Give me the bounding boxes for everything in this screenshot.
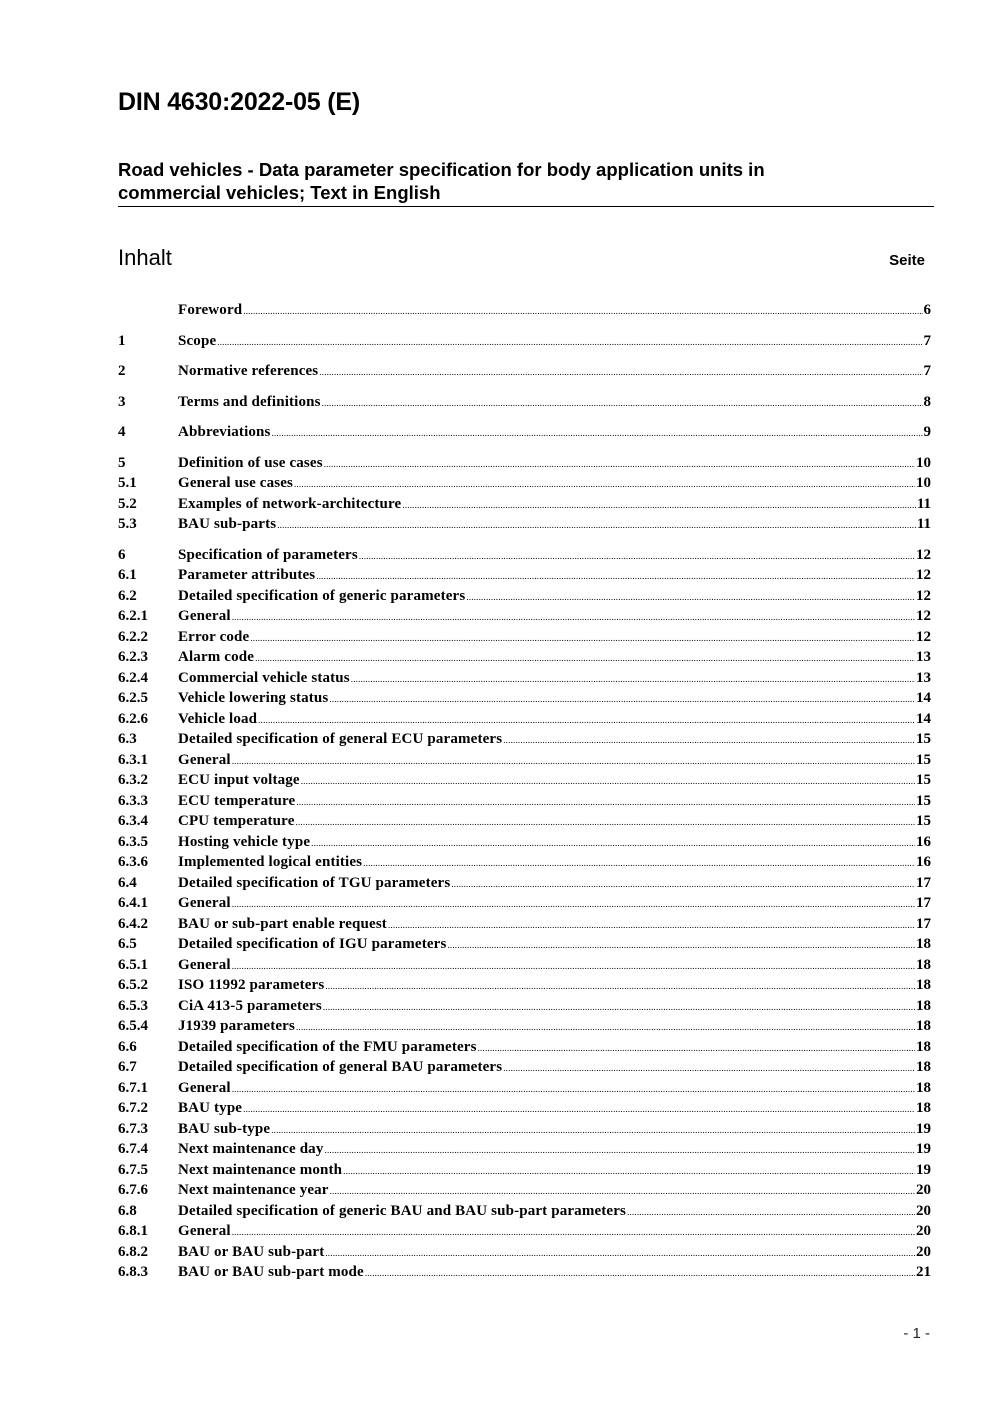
toc-entry-number: 6.5 — [118, 936, 137, 952]
toc-dot-leader — [351, 669, 915, 690]
toc-dot-leader — [232, 894, 915, 915]
toc-entry-page: 18 — [916, 956, 931, 973]
toc-entry-number: 6.6 — [118, 1038, 137, 1055]
toc-page-column-heading: Seite — [889, 252, 925, 269]
toc-dot-leader — [243, 1099, 915, 1120]
toc-entry-number: 6.3 — [118, 731, 137, 747]
toc-dot-leader — [324, 454, 915, 475]
toc-entry-title: Detailed specification of generic parameters — [178, 587, 466, 604]
toc-entry[interactable] — [118, 1139, 931, 1160]
toc-entry-page: 20 — [916, 1182, 931, 1198]
document-id: DIN 4630:2022-05 (E) — [118, 88, 360, 116]
toc-entry-number: 6.5.4 — [118, 1018, 148, 1034]
toc-entry-number: 6.4.1 — [118, 895, 148, 911]
toc-entry-title: Detailed specification of IGU parameters — [178, 936, 447, 952]
toc-entry-title: ECU temperature — [178, 792, 296, 809]
toc-entry[interactable] — [118, 688, 931, 709]
toc-entry-number: 5 — [118, 454, 126, 471]
toc-entry-number: 6.7.6 — [118, 1182, 148, 1198]
toc-entry-page: 12 — [916, 608, 931, 624]
toc-entry-number: 3 — [118, 393, 126, 410]
page-number: - 1 - — [903, 1325, 930, 1342]
toc-entry[interactable] — [118, 545, 931, 566]
toc-entry[interactable] — [118, 586, 931, 607]
toc-entry-title: Next maintenance month — [178, 1161, 343, 1178]
toc-entry-number: 6.2 — [118, 587, 137, 604]
toc-entry-number: 6.3.4 — [118, 813, 148, 829]
toc-entry[interactable] — [118, 1037, 931, 1058]
toc-entry-page: 19 — [916, 1120, 931, 1137]
toc-entry-title: Next maintenance day — [178, 1141, 324, 1157]
toc-entry[interactable] — [118, 1262, 931, 1283]
toc-entry-number: 6.5.3 — [118, 997, 148, 1014]
toc-entry-number: 6.3.3 — [118, 792, 148, 809]
toc-entry-page: 13 — [916, 669, 931, 686]
toc-dot-leader — [627, 1202, 915, 1223]
toc-entry[interactable] — [118, 709, 931, 730]
toc-entry-title: BAU or BAU sub-part — [178, 1243, 325, 1260]
toc-entry-number: 6.4.2 — [118, 915, 148, 932]
toc-entry-number: 6.8.2 — [118, 1243, 148, 1260]
toc-entry[interactable] — [118, 914, 931, 935]
toc-entry-number: 6.7.4 — [118, 1141, 148, 1157]
toc-entry-title: Implemented logical entities — [178, 854, 363, 870]
toc-entry-title: Abbreviations — [178, 424, 271, 440]
toc-entry[interactable] — [118, 422, 931, 443]
toc-dot-leader — [503, 1058, 915, 1079]
toc-entry[interactable] — [118, 627, 931, 648]
toc-entry[interactable] — [118, 1016, 931, 1037]
toc-entry-page: 11 — [916, 495, 931, 512]
toc-entry-page: 18 — [916, 936, 931, 952]
toc-entry-page: 20 — [916, 1223, 931, 1239]
toc-entry[interactable] — [118, 1119, 931, 1140]
toc-entry-number: 6.7.5 — [118, 1161, 148, 1178]
toc-entry[interactable] — [118, 852, 931, 873]
toc-entry[interactable] — [118, 1242, 931, 1263]
toc-entry[interactable] — [118, 1098, 931, 1119]
document-subtitle-line-2: commercial vehicles; Text in English — [118, 182, 441, 203]
toc-entry-title: BAU type — [178, 1100, 243, 1116]
toc-entry-page: 16 — [916, 833, 931, 850]
toc-entry-title: Terms and definitions — [178, 393, 321, 410]
toc-entry[interactable] — [118, 473, 931, 494]
toc-entry-page: 20 — [916, 1243, 931, 1260]
toc-entry-number: 6 — [118, 546, 126, 563]
toc-dot-leader — [319, 362, 922, 383]
toc-entry-title: Alarm code — [178, 649, 255, 665]
toc-dot-leader — [323, 997, 915, 1018]
toc-entry[interactable] — [118, 514, 931, 535]
toc-dot-leader — [250, 628, 915, 649]
toc-entry[interactable] — [118, 300, 931, 321]
toc-entry-page: 18 — [916, 977, 931, 993]
toc-entry-title: General — [178, 1079, 231, 1096]
toc-entry-page: 11 — [916, 516, 931, 532]
toc-entry-title: General — [178, 608, 231, 624]
toc-entry-page: 7 — [923, 332, 931, 349]
toc-dot-leader — [243, 301, 922, 322]
toc-entry-number: 6.2.6 — [118, 710, 148, 727]
toc-entry-page: 18 — [916, 1079, 931, 1096]
toc-entry-title: General — [178, 751, 231, 768]
toc-dot-leader — [388, 915, 915, 936]
toc-entry-title: Detailed specification of general ECU parameters — [178, 731, 503, 747]
toc-entry-page: 14 — [916, 710, 931, 727]
toc-entry-number: 6.3.2 — [118, 772, 148, 788]
toc-dot-leader — [478, 1038, 915, 1059]
toc-entry-title: Detailed specification of the FMU parameters — [178, 1038, 477, 1055]
toc-entry-number: 6.2.5 — [118, 690, 148, 706]
toc-entry[interactable] — [118, 1201, 931, 1222]
toc-dot-leader — [503, 730, 915, 751]
toc-dot-leader — [255, 648, 915, 669]
toc-heading: Inhalt — [118, 245, 172, 270]
toc-entry-title: General — [178, 956, 231, 973]
toc-dot-leader — [232, 751, 915, 772]
toc-entry-page: 21 — [916, 1264, 931, 1280]
toc-dot-leader — [258, 710, 915, 731]
toc-dot-leader — [363, 853, 915, 874]
toc-entry-title: Examples of network-architecture — [178, 495, 402, 512]
toc-entry-page: 9 — [923, 424, 931, 440]
toc-dot-leader — [301, 771, 915, 792]
toc-entry[interactable] — [118, 647, 931, 668]
toc-entry-number: 6.3.6 — [118, 854, 148, 870]
toc-entry-title: Detailed specification of generic BAU and BAU sub-part parameters — [178, 1202, 627, 1219]
toc-dot-leader — [232, 607, 915, 628]
toc-entry[interactable] — [118, 606, 931, 627]
toc-entry-number: 4 — [118, 424, 126, 440]
toc-entry[interactable] — [118, 975, 931, 996]
toc-entry-page: 15 — [916, 751, 931, 768]
toc-entry-page: 6 — [923, 302, 931, 318]
toc-dot-leader — [329, 689, 915, 710]
toc-entry-title: General use cases — [178, 475, 294, 491]
toc-entry[interactable] — [118, 934, 931, 955]
toc-dot-leader — [296, 812, 915, 833]
toc-entry-number: 6.8 — [118, 1202, 137, 1219]
toc-entry-number: 6.8.1 — [118, 1223, 148, 1239]
toc-entry[interactable] — [118, 811, 931, 832]
document-subtitle-line-1: Road vehicles - Data parameter specification for body application units in — [118, 159, 765, 180]
toc-entry[interactable] — [118, 494, 931, 515]
toc-entry-title: BAU sub-parts — [178, 516, 277, 532]
toc-entry[interactable] — [118, 331, 931, 352]
toc-entry-number: 6.3.5 — [118, 833, 148, 850]
toc-entry-title: General — [178, 1223, 231, 1239]
toc-entry-number: 5.3 — [118, 516, 137, 532]
toc-entry-number: 6.7.1 — [118, 1079, 148, 1096]
toc-dot-leader — [294, 474, 915, 495]
toc-entry[interactable] — [118, 873, 931, 894]
toc-entry-number: 6.5.2 — [118, 977, 148, 993]
toc-dot-leader — [330, 1181, 915, 1202]
toc-entry-page: 12 — [916, 587, 931, 604]
toc-entry-page: 19 — [916, 1141, 931, 1157]
toc-entry[interactable] — [118, 729, 931, 750]
toc-dot-leader — [296, 1017, 915, 1038]
toc-entry-title: Hosting vehicle type — [178, 833, 311, 850]
toc-entry[interactable] — [118, 392, 931, 413]
toc-entry-number: 6.2.4 — [118, 669, 148, 686]
toc-entry-number: 6.2.3 — [118, 649, 148, 665]
toc-entry-number: 6.2.2 — [118, 628, 148, 645]
toc-entry[interactable] — [118, 361, 931, 382]
toc-entry-page: 12 — [916, 567, 931, 583]
toc-entry[interactable] — [118, 1180, 931, 1201]
toc-entry-page: 7 — [923, 363, 931, 379]
toc-entry-page: 18 — [916, 997, 931, 1014]
toc-entry[interactable] — [118, 996, 931, 1017]
toc-entry[interactable] — [118, 750, 931, 771]
toc-dot-leader — [271, 1120, 915, 1141]
toc-entry[interactable] — [118, 893, 931, 914]
toc-entry-number: 5.2 — [118, 495, 137, 512]
toc-dot-leader — [311, 833, 915, 854]
toc-entry-page: 15 — [916, 772, 931, 788]
toc-dot-leader — [232, 1079, 915, 1100]
toc-entry-title: CiA 413-5 parameters — [178, 997, 322, 1014]
toc-entry-page: 8 — [923, 393, 931, 410]
toc-entry-title: Detailed specification of TGU parameters — [178, 874, 451, 891]
toc-dot-leader — [359, 546, 915, 567]
toc-entry-title: BAU or sub-part enable request — [178, 915, 387, 932]
toc-entry-number: 6.8.3 — [118, 1264, 148, 1280]
toc-entry-page: 15 — [916, 731, 931, 747]
toc-entry-title: CPU temperature — [178, 813, 295, 829]
toc-dot-leader — [343, 1161, 915, 1182]
toc-dot-leader — [325, 1243, 915, 1264]
toc-dot-leader — [402, 495, 915, 516]
toc-entry-title: Scope — [178, 332, 217, 349]
toc-entry-page: 15 — [916, 813, 931, 829]
toc-dot-leader — [296, 792, 915, 813]
toc-entry-title: Vehicle lowering status — [178, 690, 329, 706]
toc-dot-leader — [447, 935, 915, 956]
toc-entry-number: 6.1 — [118, 567, 137, 583]
toc-entry-page: 20 — [916, 1202, 931, 1219]
toc-entry-title: BAU sub-type — [178, 1120, 271, 1137]
toc-entry-number: 5.1 — [118, 475, 137, 491]
toc-entry-page: 15 — [916, 792, 931, 809]
toc-entry-page: 18 — [916, 1059, 931, 1075]
toc-entry-number: 6.2.1 — [118, 608, 148, 624]
toc-dot-leader — [451, 874, 915, 895]
toc-dot-leader — [217, 332, 922, 353]
toc-entry-title: ISO 11992 parameters — [178, 977, 325, 993]
toc-entry[interactable] — [118, 955, 931, 976]
toc-entry-number: 6.7.3 — [118, 1120, 148, 1137]
toc-entry-page: 18 — [916, 1018, 931, 1034]
toc-entry-number: 6.7.2 — [118, 1100, 148, 1116]
toc-entry-title: Normative references — [178, 363, 319, 379]
toc-entry-title: Vehicle load — [178, 710, 258, 727]
toc-dot-leader — [322, 393, 923, 414]
toc-dot-leader — [325, 976, 915, 997]
toc-entry-title: Commercial vehicle status — [178, 669, 350, 686]
toc-entry-page: 10 — [916, 454, 931, 471]
toc-entry[interactable] — [118, 1057, 931, 1078]
toc-entry-number: 1 — [118, 332, 126, 349]
toc-entry-page: 12 — [916, 546, 931, 563]
toc-entry-title: General — [178, 895, 231, 911]
toc-entry-title: BAU or BAU sub-part mode — [178, 1264, 364, 1280]
toc-entry-number: 2 — [118, 363, 126, 379]
toc-entry[interactable] — [118, 453, 931, 474]
toc-entry[interactable] — [118, 1221, 931, 1242]
toc-dot-leader — [466, 587, 915, 608]
toc-entry-number: 6.5.1 — [118, 956, 148, 973]
toc-entry-page: 16 — [916, 854, 931, 870]
toc-entry[interactable] — [118, 1160, 931, 1181]
toc-entry-page: 14 — [916, 690, 931, 706]
toc-entry-title: Definition of use cases — [178, 454, 323, 471]
toc-dot-leader — [232, 956, 915, 977]
toc-entry-title: ECU input voltage — [178, 772, 300, 788]
toc-entry-title: Next maintenance year — [178, 1182, 329, 1198]
toc-entry[interactable] — [118, 668, 931, 689]
toc-entry[interactable] — [118, 1078, 931, 1099]
toc-dot-leader — [325, 1140, 916, 1161]
toc-entry-title: Detailed specification of general BAU parameters — [178, 1059, 503, 1075]
toc-entry-title: Foreword — [178, 302, 243, 318]
toc-entry[interactable] — [118, 565, 931, 586]
toc-dot-leader — [232, 1222, 915, 1243]
toc-entry-page: 12 — [916, 628, 931, 645]
toc-entry[interactable] — [118, 791, 931, 812]
toc-entry[interactable] — [118, 832, 931, 853]
toc-entry-page: 18 — [916, 1038, 931, 1055]
toc-entry-page: 17 — [916, 915, 931, 932]
toc-entry-title: Error code — [178, 628, 250, 645]
table-of-contents — [118, 300, 931, 1283]
toc-entry-page: 19 — [916, 1161, 931, 1178]
toc-entry-page: 17 — [916, 895, 931, 911]
toc-entry[interactable] — [118, 770, 931, 791]
toc-entry-page: 18 — [916, 1100, 931, 1116]
toc-dot-leader — [272, 423, 923, 444]
toc-dot-leader — [365, 1263, 915, 1284]
document-subtitle — [118, 158, 934, 207]
toc-entry-page: 10 — [916, 475, 931, 491]
toc-entry-title: Specification of parameters — [178, 546, 358, 563]
toc-entry-number: 6.3.1 — [118, 751, 148, 768]
toc-entry-title: Parameter attributes — [178, 567, 316, 583]
toc-entry-page: 13 — [916, 649, 931, 665]
toc-entry-title: J1939 parameters — [178, 1018, 295, 1034]
toc-dot-leader — [316, 566, 915, 587]
toc-entry-page: 17 — [916, 874, 931, 891]
toc-dot-leader — [277, 515, 916, 536]
toc-entry-number: 6.4 — [118, 874, 137, 891]
toc-entry-number: 6.7 — [118, 1059, 137, 1075]
